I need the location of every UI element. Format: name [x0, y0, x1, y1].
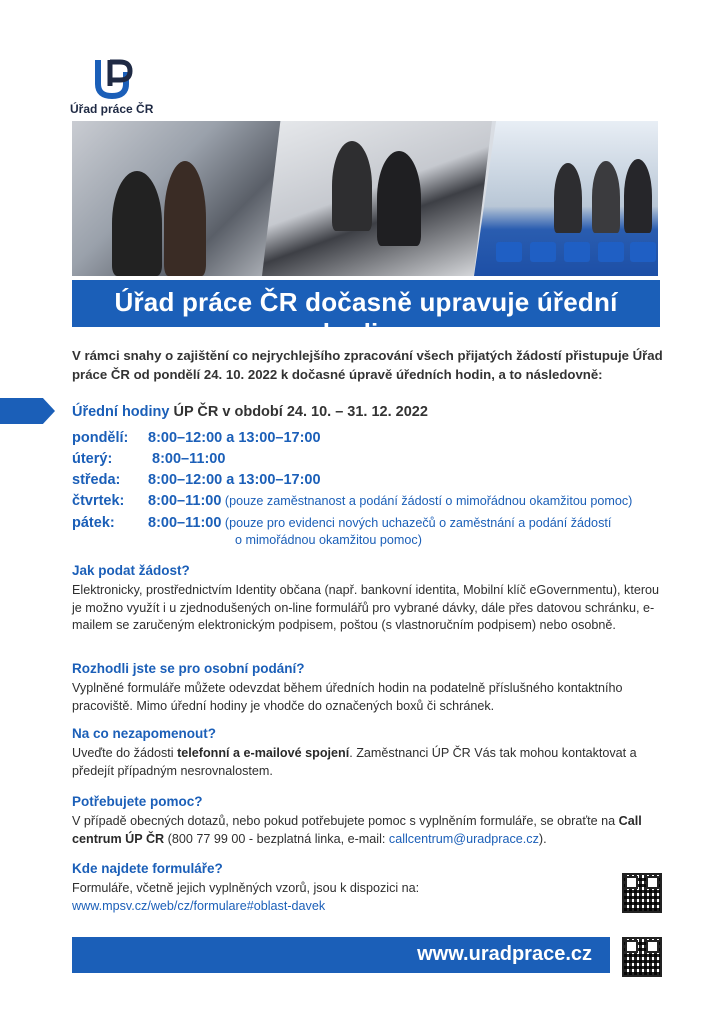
- day-label: pondělí:: [72, 430, 129, 446]
- time-note: (pouze zaměstnanost a podání žádostí o mimořádnou okamžitou pomoc): [221, 494, 633, 508]
- friday-note-continued: o mimořádnou okamžitou pomoc): [235, 533, 422, 547]
- day-label: pátek:: [72, 515, 115, 531]
- qr-code-icon: [622, 937, 662, 977]
- section-text-personal: Vyplněné formuláře můžete odevzdat během úředních hodin na podatelně příslušného kontaktního pracoviště. Mimo úřední hodiny je vhodče do označených boxů či schránek.: [72, 681, 623, 713]
- day-label: středa:: [72, 472, 121, 488]
- section-heading-help: Potřebujete pomoc?: [72, 794, 203, 809]
- day-label: úterý:: [72, 451, 113, 467]
- logo-text: Úřad práce ČR: [70, 102, 154, 116]
- up-cr-logo-icon: [92, 56, 134, 100]
- section-text-help: [72, 813, 667, 848]
- callcentrum-email-link[interactable]: callcentrum@uradprace.cz: [388, 831, 539, 846]
- section-heading-remember: Na co nezapomenout?: [72, 726, 217, 741]
- footer-url-link[interactable]: www.uradprace.cz: [417, 943, 592, 965]
- section-text-how: Elektronicky, prostřednictvím Identity občana (např. bankovní identita, Mobilní klíč eGovernmentu), kterou je možno využít i u zjednodušených on-line formulářů pro vybrané dávky, dále přes datovou schránku, e-mailem se zaručeným elektronickým podpisem, poštou (s vlastnoručním podpisem) nebo osobně.: [72, 583, 660, 632]
- day-label: čtvrtek:: [72, 493, 125, 509]
- footer-banner: [72, 937, 610, 973]
- section-heading-forms: Kde najdete formuláře?: [72, 861, 223, 876]
- text-part: . Zaměstnanci ÚP ČR Vás tak mohou kontaktovat a předejít případným nesrovnalostem.: [72, 746, 637, 778]
- qr-code-icon: [622, 873, 662, 913]
- hours-row-wednesday: [72, 472, 321, 488]
- hours-row-thursday: [72, 493, 632, 509]
- section-heading-how: Jak podat žádost?: [72, 563, 190, 578]
- hours-row-monday: [72, 430, 321, 446]
- text-part: V případě obecných dotazů, nebo pokud potřebujete pomoc s vyplněním formuláře, se obraťte na: [72, 814, 619, 828]
- time-value: 8:00–11:00: [148, 515, 222, 531]
- time-value: 8:00–11:00: [152, 451, 226, 467]
- section-text-forms: [72, 880, 512, 915]
- time-value: 8:00–12:00 a 13:00–17:00: [148, 430, 321, 446]
- text-part: ).: [538, 831, 547, 846]
- text-part: (800 77 99 00 - bezplatná linka, e-mail:: [164, 831, 389, 846]
- logo: [70, 56, 170, 116]
- section-heading-personal: Rozhodli jste se pro osobní podání?: [72, 661, 305, 676]
- text-bold: telefonní a e-mailové spojení: [177, 746, 350, 760]
- section-text-remember: [72, 745, 667, 780]
- forms-text: Formuláře, včetně jejich vyplněných vzorů, jsou k dispozici na:: [72, 881, 420, 895]
- time-value: 8:00–12:00 a 13:00–17:00: [148, 472, 321, 488]
- hours-row-tuesday: [72, 451, 225, 467]
- title-banner: [72, 280, 660, 348]
- photo-waiting-room: [474, 121, 658, 276]
- hours-title-period: ÚP ČR v období 24. 10. – 31. 12. 2022: [169, 404, 428, 420]
- arrow-icon: [0, 398, 55, 424]
- text-bold: Call centrum ÚP ČR: [72, 814, 642, 846]
- time-value: 8:00–11:00: [148, 493, 222, 509]
- hours-row-friday: [72, 515, 611, 531]
- page-title: Úřad práce ČR dočasně upravuje úřední hodiny: [114, 287, 618, 348]
- photo-meeting: [262, 121, 492, 276]
- time-note: (pouze pro evidenci nových uchazečů o zaměstnání a podání žádostí: [221, 516, 612, 530]
- text-part: Uveďte do žádosti: [72, 746, 178, 760]
- forms-link[interactable]: www.mpsv.cz/web/cz/formulare#oblast-davek: [72, 898, 326, 913]
- intro-text: V rámci snahy o zajištění co nejrychlejšího zpracování všech přijatých žádostí přistupuje Úřad práce ČR od pondělí 24. 10. 2022 k dočasné úpravě úředních hodin, a to následovně:: [72, 348, 663, 382]
- hours-title-label: Úřední hodiny: [72, 404, 170, 420]
- hours-title: [72, 404, 428, 420]
- photo-collage: [72, 121, 658, 276]
- photo-office-women: [72, 121, 282, 276]
